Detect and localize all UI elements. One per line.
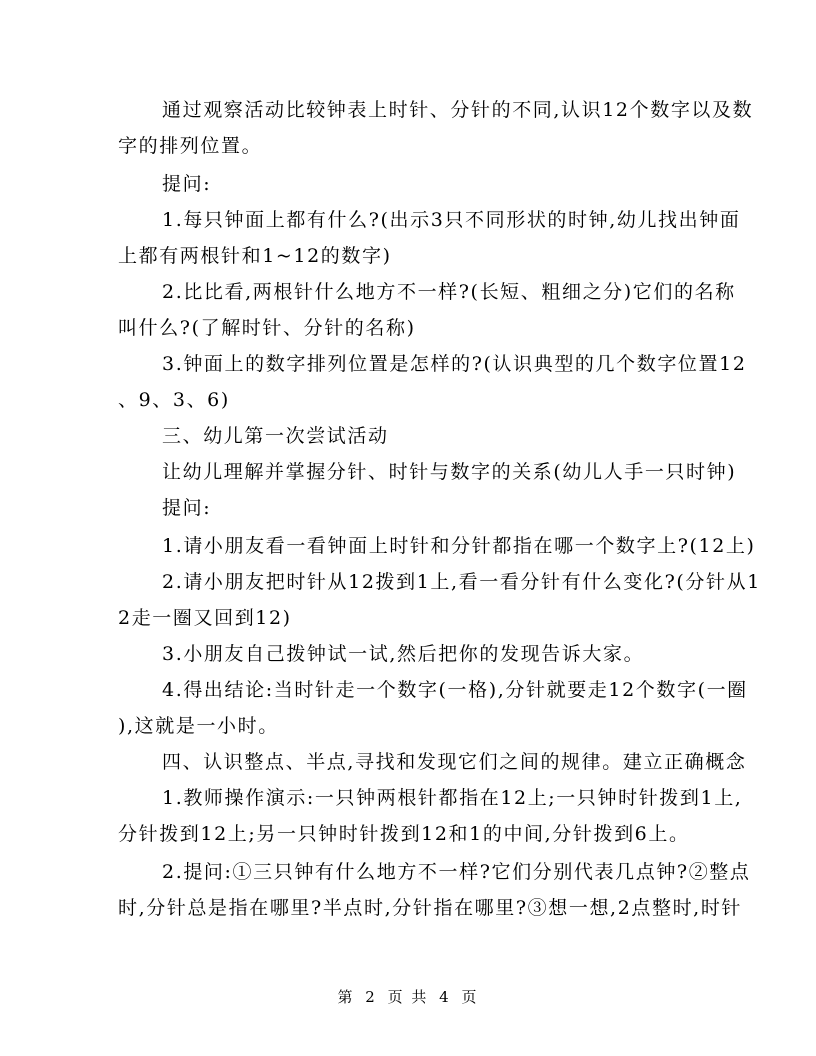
paragraph-line: 1.教师操作演示:一只钟两根针都指在12上;一只钟时针拨到1上, xyxy=(162,787,743,809)
paragraph-line: 叫什么?(了解时针、分针的名称) xyxy=(118,317,416,339)
paragraph-line: 通过观察活动比较钟表上时针、分针的不同,认识12个数字以及数 xyxy=(162,99,754,121)
paragraph-line: 1.请小朋友看一看钟面上时针和分针都指在哪一个数字上?(12上) xyxy=(162,535,756,557)
paragraph-line: 提问: xyxy=(162,497,212,519)
section-heading: 三、幼儿第一次尝试活动 xyxy=(162,425,389,447)
section-heading: 四、认识整点、半点,寻找和发现它们之间的规律。建立正确概念 xyxy=(162,751,747,773)
paragraph-line: 3.小朋友自己拨钟试一试,然后把你的发现告诉大家。 xyxy=(162,643,645,665)
paragraph-line: 提问: xyxy=(162,173,212,195)
footer-total-pages: 4 xyxy=(439,988,451,1006)
paragraph-line: 2.比比看,两根针什么地方不一样?(长短、粗细之分)它们的名称 xyxy=(162,281,736,303)
paragraph-line: 2.请小朋友把时针从12拨到1上,看一看分针有什么变化?(分针从1 xyxy=(162,571,761,593)
footer-suffix: 页 xyxy=(461,988,479,1006)
paragraph-line: ),这就是一小时。 xyxy=(118,715,279,737)
paragraph-line: 4.得出结论:当时针走一个数字(一格),分针就要走12个数字(一圈 xyxy=(162,679,748,701)
paragraph-line: 上都有两根针和1~12的数字) xyxy=(118,245,392,267)
footer-current-page: 2 xyxy=(365,988,377,1006)
paragraph-line: 、9、3、6) xyxy=(118,389,230,411)
paragraph-line: 2走一圈又回到12) xyxy=(118,607,292,629)
paragraph-line: 字的排列位置。 xyxy=(118,135,263,157)
footer-prefix: 第 xyxy=(337,988,355,1006)
footer-middle: 页 共 xyxy=(387,988,429,1006)
page-footer xyxy=(0,986,816,1007)
paragraph-line: 1.每只钟面上都有什么?(出示3只不同形状的时钟,幼儿找出钟面 xyxy=(162,209,741,231)
paragraph-line: 时,分针总是指在哪里?半点时,分针指在哪里?③想一想,2点整时,时针 xyxy=(118,897,743,919)
paragraph-line: 3.钟面上的数字排列位置是怎样的?(认识典型的几个数字位置12 xyxy=(162,353,747,375)
paragraph-line: 让幼儿理解并掌握分针、时针与数字的关系(幼儿人手一只时钟) xyxy=(162,461,737,483)
paragraph-line: 分针拨到12上;另一只钟时针拨到12和1的中间,分针拨到6上。 xyxy=(118,823,690,845)
paragraph-line: 2.提问:①三只钟有什么地方不一样?它们分别代表几点钟?②整点 xyxy=(162,861,751,883)
